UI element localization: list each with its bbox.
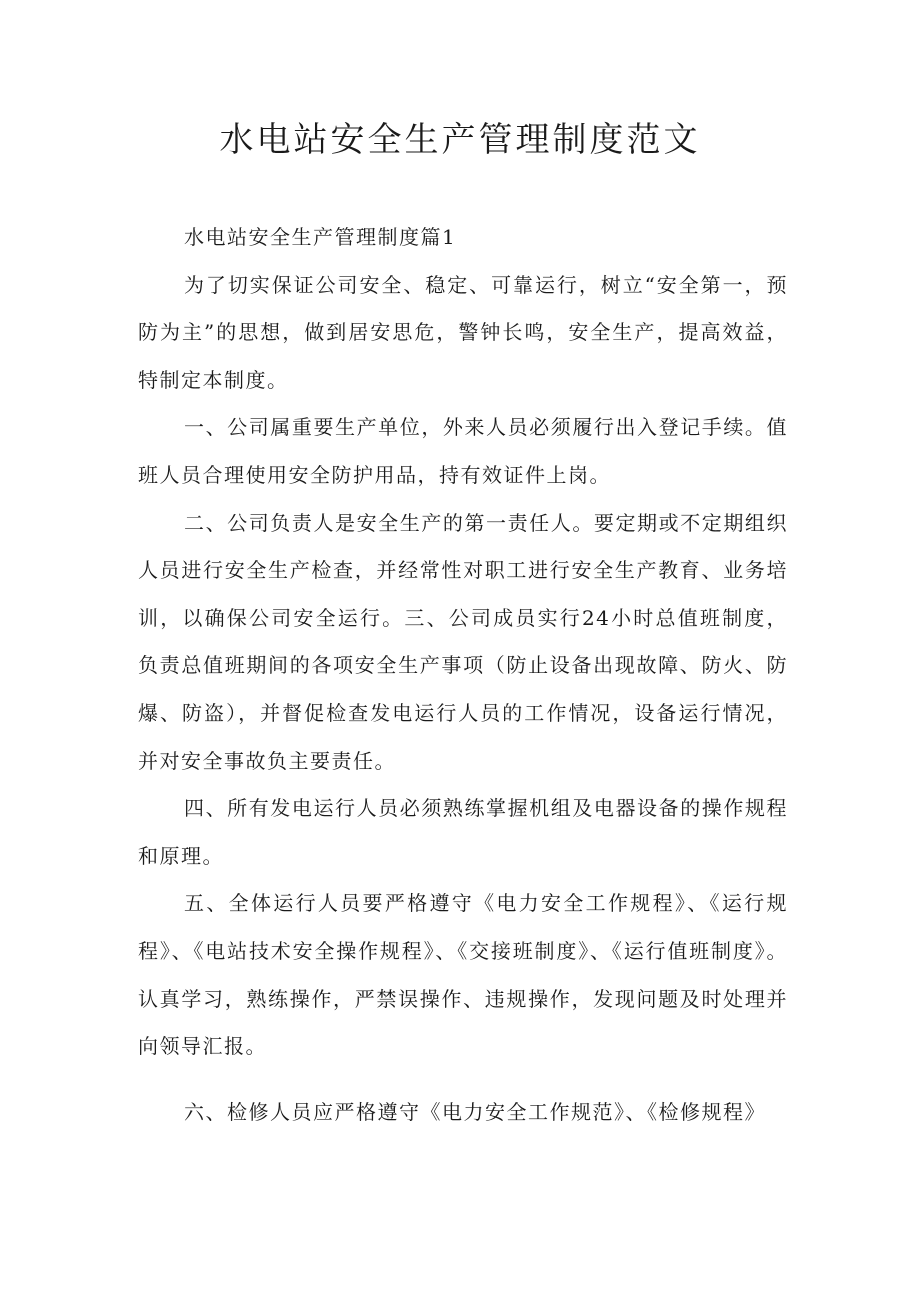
paragraph-item-6: 六、检修人员应严格遵守《电力安全工作规范》、《检修规程》	[184, 1099, 766, 1124]
paragraph-item-2-3: 二、公司负责人是安全生产的第一责任人。要定期或不定期组织人员进行安全生产检查，并经常性对职工进行安全生产教育、业务培训，以确保公司安全运行。三、公司成员实行24小时总值班制度，负责总值班期间的各项安全生产事项（防止设备出现故障、防火、防爆、防盗），并督促检查发电运行人员的工作情况，设备运行情况，并对安全事故负主要责任。	[138, 510, 788, 773]
section-heading: 水电站安全生产管理制度篇1	[184, 225, 457, 249]
paragraph-item-1: 一、公司属重要生产单位，外来人员必须履行出入登记手续。值班人员合理使用安全防护用品，持有效证件上岗。	[138, 415, 788, 487]
paragraph-intro: 为了切实保证公司安全、稳定、可靠运行，树立“安全第一，预防为主”的思想，做到居安思危，警钟长鸣，安全生产，提高效益，特制定本制度。	[138, 272, 788, 392]
paragraph-item-4: 四、所有发电运行人员必须熟练掌握机组及电器设备的操作规程和原理。	[138, 796, 788, 868]
document-body	[138, 214, 788, 1136]
document-title: 水电站安全生产管理制度范文	[219, 120, 701, 160]
paragraph-item-5: 五、全体运行人员要严格遵守《电力安全工作规程》、《运行规程》、《电站技术安全操作规程》、《交接班制度》、《运行值班制度》。认真学习，熟练操作，严禁误操作、违规操作，发现问题及时处理并向领导汇报。	[138, 891, 788, 1059]
